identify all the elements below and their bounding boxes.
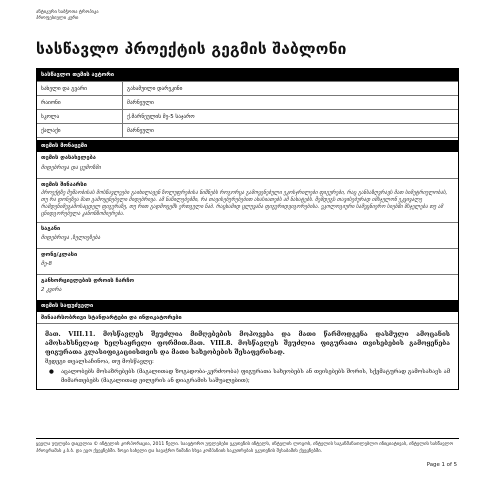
info-value: მარნეული [127,100,154,106]
document-title: სასწავლო პროექტის გეგმის შაბლონი [36,40,347,58]
grade-value: მე-8 [41,261,52,267]
info-label: ქალაქი [37,124,123,137]
organization-subtitle: პროფესიული კური [36,16,79,21]
standards-content [37,324,458,389]
page-number: Page 1 of 5 [426,462,457,468]
info-row-district [37,95,458,109]
topic-title-label: თემის დასახელება [41,155,96,161]
section-header-foundation: თემის საფუძველი [37,300,458,312]
info-row-name [37,81,458,95]
topic-summary-text: პროექტზე მუშაობისას მოსწავლეები გაიხილავენ ზოლუფრებისა ნიშნებს როგორცა გამოყენებული ეკოსჯრილები ფიგურები, რაც განსაზღვრავს მათ სიმეტრიულობას, თუ რა დონეზეა მათ გამოყენებელი მიდებრივა. ამ ნაწილებებში, რა თავისებურებებით ახასიათებს ამ ნახატებს. შემდეგს თავისებურად იმსჯელონ ეკვივალე რამდენიმეგამოსაცდელ ფიგურაზე, თუ რით გადმოცემს ერთგული ნაბ. რაცხამიდ ცლუვანა ფიგურიდვიგორებისა. ეკოლოგიური სამეცნიერო სიებში მსჯელება თუ ამ ცნიდგორებულა კანონზომიერება. [41,190,448,217]
topic-summary-label: თემის შინაარსი [37,178,458,190]
info-value: ქ.მარნეულის მე-5 საჯარო [127,114,195,120]
standard-text: მათ. VIII.11. მოსწავლეს შეუძლია მიმღებების მოპოვება და მათი წარმოდგენა დასმული ამოცანის ამოსახსნელად ხელსაყრელი ფორმით.მათ. VIII.8. მოსწავლეს შეუძლია ფიგურათა თვისებების გამოყენება ფიგურათა კლასიფიკაციისთვის და მათი სახეობების შესაფერისად. [45,331,450,356]
info-row-school [37,109,458,123]
info-value: გახამუილი დარეკინი [127,86,183,92]
subject-value: მიდებრივა ,ზელიეზება [41,235,101,241]
list-item [45,368,450,385]
footer-copyright: ყველა უფლება დაცულია © ინტელის კორპორაცია, 2011 წელი. საავტორო უფლებები ეკუთვნის ინტელს, ინტელის ლოგოს, ინტელის საგანმანათლებლო ინიციატივას, ინტელის სასწავლო პროგრამას კ.ბ.ბ. და ეგო ქვეყნებში. ზოგი სახელი და სავაჭრო ნიშანი სხვა კომპანიის საკუთრებას ეკუთვნის შესაბამის ქვეყნებში. [36,438,459,455]
info-label: რაიონი [37,96,123,109]
duration-value: 2 კვირა [41,287,62,293]
bullet-icon: ● [49,369,54,375]
info-value: მარნეული [127,128,154,134]
info-label: სახელი და გვარი [37,82,123,95]
subject-label: საგანი [37,222,458,234]
section-header-author: სასწავლო თემის ავტორი [37,69,458,81]
organization-name: ანტიკური საბჭოთა ტროპიკა [36,10,99,15]
list-item-text: აცალობებს მოსაზრებებს (მაგალითად ზოგადობა-კერძოობა) ფიგურათა სახეობებს ან თვისებებს შორის, სქემატურად გამოსახავს ამ მიმართებებს (მაგალითად ეილერის ან დიაგრამის საშუალებით); [61,369,450,384]
duration-label: განხორციელების დროის ჩარჩო [37,274,458,286]
outcome-intro: შედეგი თვალსაჩინოა, თუ მოსწავლე: [45,359,154,365]
organization-header [36,10,99,22]
template-table [36,68,459,390]
topic-title-value: მიდებრივა და ცუმოზმი [41,165,101,171]
grade-label: დონე/კლასი [37,248,458,260]
info-row-city [37,123,458,137]
info-label: სკოლა [37,110,123,123]
standards-subheading: შინაარსობრივი სტანდარტები და ინდიკატორები [37,312,458,324]
section-header-topic: თემის მონაცემი [37,140,458,152]
